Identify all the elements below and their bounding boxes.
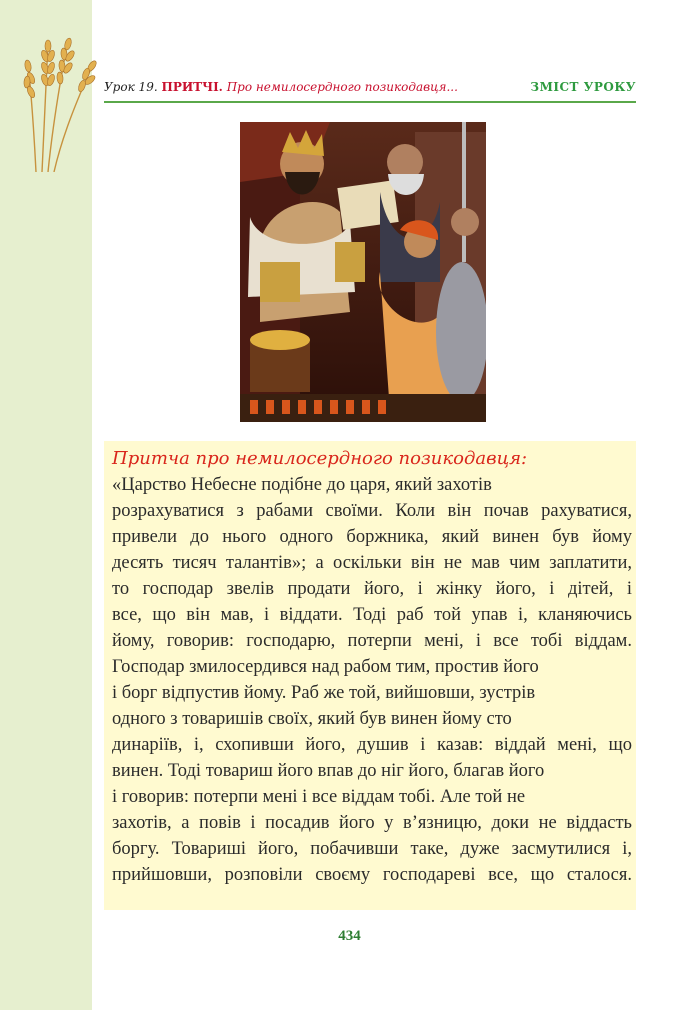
lesson-contents-link[interactable]: ЗМІСТ УРОКУ (530, 80, 636, 94)
header-divider (104, 101, 636, 103)
parable-illustration (240, 122, 486, 422)
wheat-icon (22, 22, 104, 172)
parable-line: захотів, а повів і посадив його у в’язницю, доки не віддасть (112, 813, 632, 833)
parable-line: десять тисяч талантів»; а оскільки він не мав чим заплатити, (112, 553, 632, 573)
parable-line: привели до нього одного боржника, який винен був йому (112, 527, 632, 547)
parable-title: Притча про немилосердного позикодавця: (112, 448, 528, 469)
parable-line: і борг відпустив йому. Раб же той, вийшовши, зустрів (112, 683, 536, 703)
parable-line: розрахуватися з рабами своїми. Коли він почав рахуватися, (112, 501, 632, 521)
parable-line: то господар звелів продати його, і жінку його, і дітей, і (112, 579, 632, 599)
parable-line: «Царство Небесне подібне до царя, який захотів (112, 475, 492, 495)
lesson-title-rest: Про немилосердного позикодавця... (226, 80, 458, 94)
parable-line: йому, говорив: господарю, потерпи мені, і все тобі віддам. (112, 631, 632, 651)
lesson-number: Урок 19. (104, 80, 158, 94)
parable-line: винен. Тоді товариш його впав до ніг його, благав його (112, 761, 545, 781)
page-header (104, 80, 636, 102)
parable-line: боргу. Товариші його, побачивши таке, дуже засмутилися і, (112, 839, 632, 859)
lesson-title-bold: ПРИТЧІ. (161, 80, 223, 94)
parable-line: і говорив: потерпи мені і все віддам тобі. Але той не (112, 787, 526, 807)
page-number: 434 (338, 928, 361, 944)
parable-line: прийшовши, розповіли своєму господареві все, що сталося. (112, 865, 632, 885)
parable-line: Господар змилосердився над рабом тим, простив його (112, 657, 539, 677)
parable-line: все, що він мав, і віддати. Тоді раб той упав і, кланяючись (112, 605, 632, 625)
parable-line: динаріїв, і, схопивши його, душив і казав: віддай мені, що (112, 735, 632, 755)
parable-line: одного з товаришів своїх, який був винен йому сто (112, 709, 512, 729)
